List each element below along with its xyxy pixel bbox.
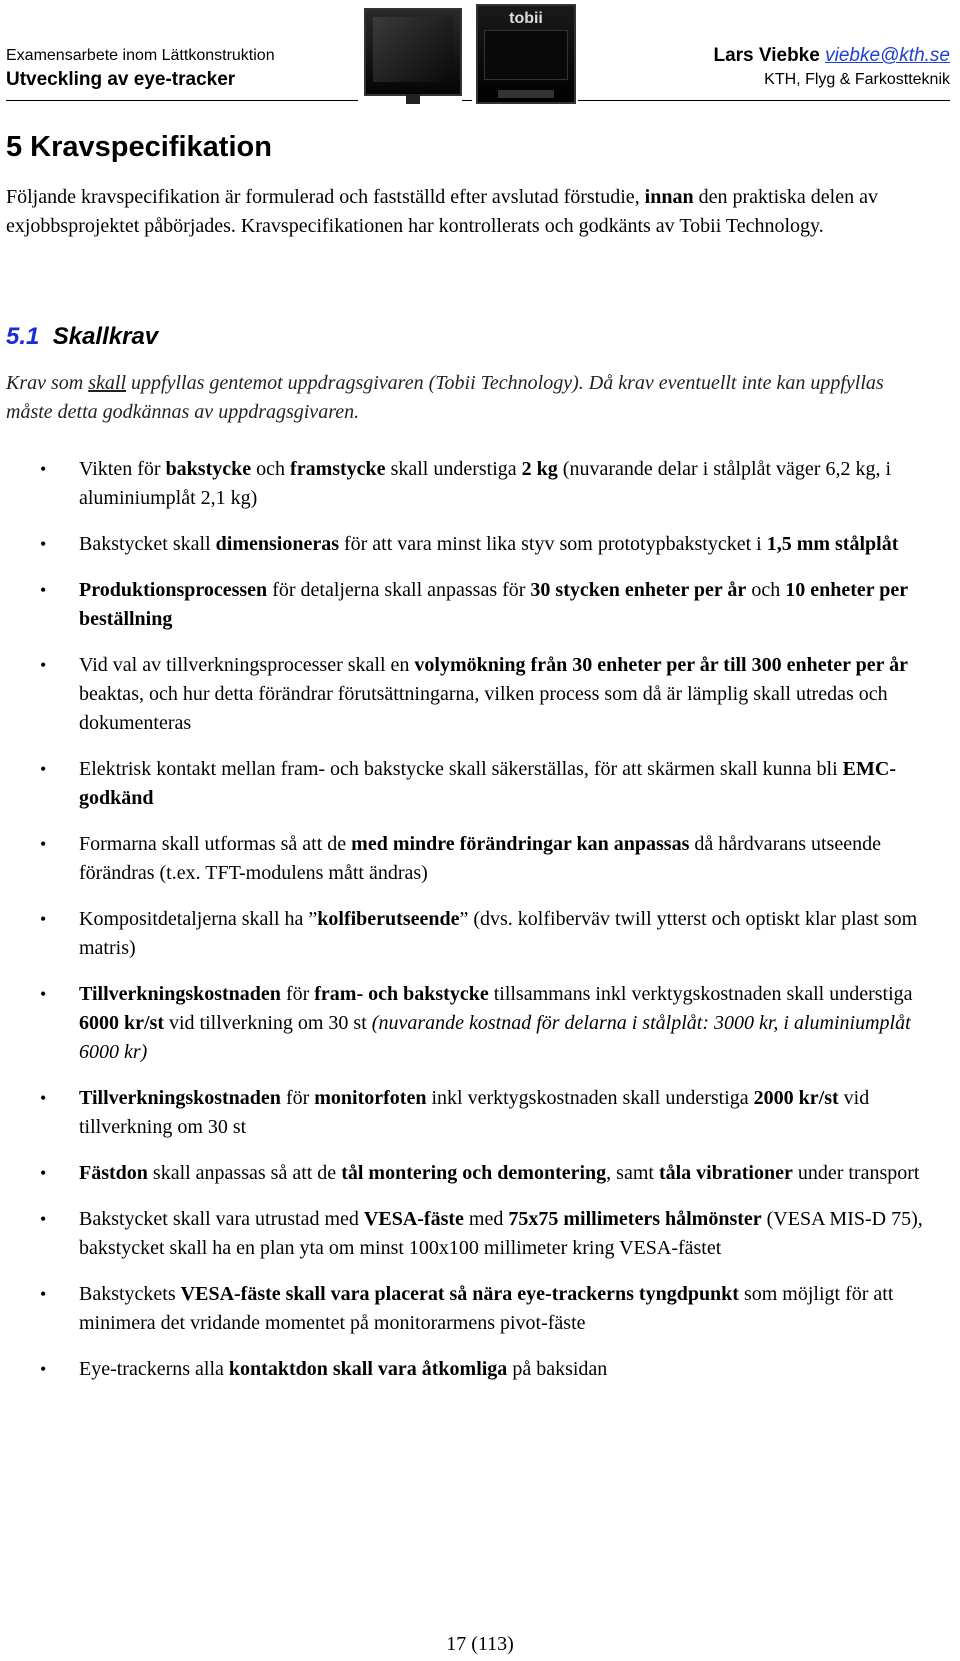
requirement-text-run: för [280, 1087, 315, 1109]
requirement-text-run: fram- och bakstycke [314, 983, 489, 1005]
requirement-text-run: som möjligt för att minimera det vridande momentet på monitorarmens pivot-fäste [79, 1283, 894, 1334]
requirement-text-run: , samt [606, 1162, 659, 1184]
requirement-text-run: tåla vibrationer [658, 1162, 793, 1184]
bullet-icon: • [40, 1163, 47, 1183]
requirement-text-run: Elektrisk kontakt mellan fram- och bakstycke skall säkerställas, för att skärmen skall kunna bli [79, 758, 843, 780]
requirement-text-run: Tillverkningskostnaden [79, 983, 281, 1005]
requirement-text-run: Tillverkningskostnaden [79, 1087, 281, 1109]
subsection-intro [6, 369, 926, 427]
header-email-link[interactable]: viebke@kth.se [825, 45, 950, 66]
page-number: 17 (113) [446, 1633, 514, 1655]
paragraph-text-run: skall [88, 372, 127, 394]
requirement-text-run: för [280, 983, 315, 1005]
requirement-text-run: bakstycke [165, 458, 252, 480]
bullet-icon: • [40, 834, 47, 854]
requirement-item [0, 980, 939, 1067]
requirement-text-run: för att vara minst lika styv som prototypbakstycket i [338, 533, 767, 555]
header-author-line [713, 44, 950, 68]
requirement-text-run: (nuvarande delar i stålplåt väger 6,2 kg, i aluminiumplåt 2,1 kg) [79, 458, 891, 509]
requirement-item [0, 1280, 939, 1338]
paragraph-text-run: innan [644, 186, 694, 208]
requirement-text-run: VESA-fäste [363, 1208, 464, 1230]
requirement-text-run: 75x75 millimeters hålmönster [508, 1208, 762, 1230]
header-institution: KTH, Flyg & Farkostteknik [764, 71, 950, 88]
requirement-item [0, 455, 939, 513]
bullet-icon: • [40, 909, 47, 929]
requirement-text-run: volymökning från 30 enheter per år till 300 enheter per år [414, 654, 909, 676]
subsection-title: Skallkrav [52, 323, 159, 350]
requirement-item [0, 1084, 939, 1142]
header-rule-middle [462, 100, 472, 101]
requirement-text-run: tål montering och demontering [341, 1162, 607, 1184]
requirement-text-run: Kompositdetaljerna skall ha ” [79, 908, 318, 930]
requirement-text-run: Eye-trackerns alla [79, 1358, 229, 1380]
bullet-icon: • [40, 1284, 47, 1304]
requirement-item [0, 905, 939, 963]
requirement-text-run: då hårdvarans utseende förändras (t.ex. TFT-modulens mått ändras) [79, 833, 881, 884]
requirement-text-run: 2 kg [521, 458, 558, 480]
header-project-title: Utveckling av eye-tracker [6, 69, 236, 90]
bullet-icon: • [40, 759, 47, 779]
requirement-item [0, 651, 939, 738]
requirement-text-run: monitorfoten [314, 1087, 427, 1109]
requirement-text-run: Bakstycket skall vara utrustad med [79, 1208, 364, 1230]
requirement-text-run: beaktas, och hur detta förändrar förutsättningarna, vilken process som då är lämplig skall utredas och dokumenteras [79, 683, 888, 734]
bullet-icon: • [40, 1359, 47, 1379]
requirement-item [0, 576, 939, 634]
requirement-text-run: för detaljerna skall anpassas för [267, 579, 531, 601]
requirement-item [0, 1355, 939, 1384]
requirement-item [0, 1159, 939, 1188]
requirement-text-run: Formarna skall utformas så att de [79, 833, 352, 855]
requirement-text-run: Fästdon [79, 1162, 148, 1184]
requirement-text-run: Vikten för [79, 458, 166, 480]
subsection-heading [6, 322, 158, 352]
monitor-stand [406, 94, 420, 104]
requirement-text-run: med mindre förändringar kan anpassas [351, 833, 690, 855]
requirements-list [0, 455, 960, 1384]
requirement-text-run: VESA-fäste skall vara placerat så nära eye-trackerns tyngdpunkt [180, 1283, 739, 1305]
requirement-text-run: skall anpassas så att de [147, 1162, 342, 1184]
requirement-text-run: tillsammans inkl verktygskostnaden skall understiga [488, 983, 913, 1005]
requirement-text-run: skall understiga [385, 458, 522, 480]
requirement-text-run: (VESA MIS-D 75), bakstycket skall ha en plan yta om minst 100x100 millimeter kring VESA-fästet [79, 1208, 923, 1259]
monitor-screen [373, 17, 453, 82]
requirement-text-run: vid tillverkning om 30 st [164, 1012, 372, 1034]
paragraph-text-run: Följande kravspecifikation är formulerad och fastställd efter avslutad förstudie, [6, 186, 645, 208]
bullet-icon: • [40, 1209, 47, 1229]
subsection-number: 5.1 [6, 323, 40, 350]
requirement-text-run: ” (dvs. kolfiberväv twill ytterst och optiskt klar plast som matris) [79, 908, 918, 959]
header-rule-left [6, 100, 358, 101]
bullet-icon: • [40, 1088, 47, 1108]
paragraph-text-run: Krav som [6, 372, 89, 394]
requirement-text-run: 2000 kr/st [753, 1087, 839, 1109]
requirement-text-run: 30 stycken enheter per år [530, 579, 747, 601]
header-course: Examensarbete inom Lättkonstruktion [6, 47, 275, 64]
section-intro [6, 183, 926, 241]
requirement-text-run: kontaktdon skall vara åtkomliga [228, 1358, 508, 1380]
monitor-front-image [364, 8, 462, 96]
requirement-text-run: Bakstyckets [79, 1283, 181, 1305]
requirement-text-run: vid tillverkning om 30 st [79, 1087, 870, 1138]
bullet-icon: • [40, 984, 47, 1004]
paragraph-text-run: uppfyllas gentemot uppdragsgivaren (Tobii Technology). Då krav eventuellt inte kan uppfyllas måste detta godkännas av uppdragsgivaren. [6, 372, 884, 423]
header-rule-right [578, 100, 950, 101]
header-right [713, 44, 950, 90]
requirement-text-run: (nuvarande kostnad för delarna i stålplåt: 3000 kr, i aluminiumplåt 6000 kr) [79, 1012, 911, 1063]
monitor-base [498, 90, 554, 98]
bullet-icon: • [40, 534, 47, 554]
monitor-back-panel [484, 30, 568, 80]
tobii-logo: tobii [509, 10, 543, 27]
requirement-item [0, 1205, 939, 1263]
requirement-text-run: EMC-godkänd [79, 758, 896, 809]
requirement-text-run: inkl verktygskostnaden skall understiga [426, 1087, 754, 1109]
requirement-item [0, 755, 939, 813]
section-heading: 5 Kravspecifikation [6, 131, 272, 163]
requirement-item [0, 830, 939, 888]
monitor-back-image [476, 4, 576, 104]
requirement-text-run: Vid val av tillverkningsprocesser skall en [79, 654, 415, 676]
paragraph-text-run: den praktiska delen av exjobbsprojektet påbörjades. Kravspecifikationen har kontrollerats och godkänts av Tobii Technology. [6, 186, 878, 237]
requirement-text-run: 6000 kr/st [79, 1012, 164, 1034]
requirement-text-run: och [746, 579, 786, 601]
requirement-item [0, 530, 939, 559]
requirement-text-run: framstycke [290, 458, 386, 480]
requirement-text-run: 1,5 mm stålplåt [766, 533, 899, 555]
requirement-text-run: och [251, 458, 291, 480]
requirement-text-run: på baksidan [507, 1358, 608, 1380]
requirement-text-run: kolfiberutseende [317, 908, 460, 930]
bullet-icon: • [40, 459, 47, 479]
header-author: Lars Viebke [713, 45, 820, 66]
bullet-icon: • [40, 655, 47, 675]
requirement-text-run: under transport [792, 1162, 920, 1184]
bullet-icon: • [40, 580, 47, 600]
requirement-text-run: Produktionsprocessen [79, 579, 268, 601]
requirement-text-run: Bakstycket skall [79, 533, 216, 555]
requirement-text-run: dimensioneras [215, 533, 339, 555]
requirement-text-run: med [463, 1208, 509, 1230]
header-left [6, 46, 275, 92]
requirement-text-run: 10 enheter per beställning [79, 579, 908, 630]
